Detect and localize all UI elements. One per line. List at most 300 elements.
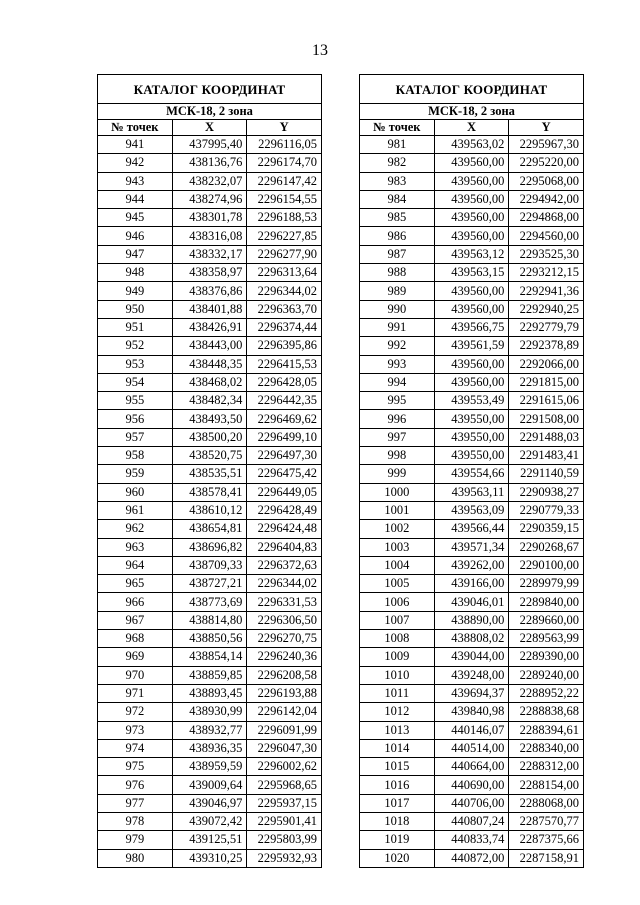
point-number-cell: 945 [98, 209, 173, 227]
point-number-cell: 1001 [360, 501, 435, 519]
point-number-cell: 970 [98, 666, 173, 684]
table-row [98, 355, 322, 373]
y-coordinate-cell: 2292941,36 [509, 282, 584, 300]
y-coordinate-cell: 2295220,00 [509, 154, 584, 172]
table-row [98, 611, 322, 629]
table-row [98, 154, 322, 172]
table-row [360, 758, 584, 776]
y-coordinate-cell: 2290268,67 [509, 538, 584, 556]
x-coordinate-cell: 438493,50 [172, 410, 247, 428]
table-row [360, 373, 584, 391]
y-coordinate-cell: 2291488,03 [509, 428, 584, 446]
point-number-cell: 1009 [360, 648, 435, 666]
table-row [98, 630, 322, 648]
y-coordinate-cell: 2289563,99 [509, 630, 584, 648]
x-coordinate-cell: 437995,40 [172, 136, 247, 154]
table-row [98, 575, 322, 593]
x-coordinate-cell: 438930,99 [172, 703, 247, 721]
table-row [360, 538, 584, 556]
x-coordinate-cell: 438535,51 [172, 465, 247, 483]
point-number-cell: 969 [98, 648, 173, 666]
point-number-cell: 962 [98, 520, 173, 538]
point-number-cell: 999 [360, 465, 435, 483]
y-coordinate-cell: 2292779,79 [509, 318, 584, 336]
y-coordinate-cell: 2289840,00 [509, 593, 584, 611]
y-coordinate-cell: 2296499,10 [247, 428, 322, 446]
y-coordinate-cell: 2288340,00 [509, 739, 584, 757]
x-coordinate-cell: 438332,17 [172, 245, 247, 263]
x-coordinate-cell: 438232,07 [172, 172, 247, 190]
point-number-cell: 954 [98, 373, 173, 391]
point-number-cell: 991 [360, 318, 435, 336]
point-number-cell: 1008 [360, 630, 435, 648]
point-number-cell: 946 [98, 227, 173, 245]
point-number-cell: 955 [98, 392, 173, 410]
x-coordinate-cell: 439563,09 [434, 501, 509, 519]
y-coordinate-cell: 2288838,68 [509, 703, 584, 721]
coordinate-catalog-table-left [97, 74, 322, 868]
point-number-cell: 1004 [360, 556, 435, 574]
point-number-cell: 997 [360, 428, 435, 446]
x-coordinate-cell: 438893,45 [172, 684, 247, 702]
point-number-cell: 944 [98, 190, 173, 208]
point-number-cell: 958 [98, 447, 173, 465]
y-coordinate-cell: 2292940,25 [509, 300, 584, 318]
point-number-cell: 1018 [360, 812, 435, 830]
point-number-cell: 1014 [360, 739, 435, 757]
table-row [360, 318, 584, 336]
x-coordinate-cell: 439560,00 [434, 209, 509, 227]
table-row [360, 593, 584, 611]
y-coordinate-cell: 2296306,50 [247, 611, 322, 629]
point-number-cell: 968 [98, 630, 173, 648]
point-number-cell: 948 [98, 264, 173, 282]
point-number-cell: 1003 [360, 538, 435, 556]
x-coordinate-cell: 438814,80 [172, 611, 247, 629]
x-coordinate-cell: 439310,25 [172, 849, 247, 867]
table-row [98, 392, 322, 410]
x-coordinate-cell: 438578,41 [172, 483, 247, 501]
table-row [98, 300, 322, 318]
x-coordinate-cell: 438500,20 [172, 428, 247, 446]
x-coordinate-cell: 439560,00 [434, 373, 509, 391]
table-row [360, 684, 584, 702]
y-coordinate-cell: 2295932,93 [247, 849, 322, 867]
x-coordinate-cell: 439694,37 [434, 684, 509, 702]
point-number-cell: 943 [98, 172, 173, 190]
x-coordinate-cell: 439560,00 [434, 282, 509, 300]
y-coordinate-cell: 2296091,99 [247, 721, 322, 739]
x-coordinate-cell: 438850,56 [172, 630, 247, 648]
y-coordinate-cell: 2296002,62 [247, 758, 322, 776]
table-row [360, 666, 584, 684]
point-number-cell: 979 [98, 831, 173, 849]
table-row [360, 227, 584, 245]
table-row [360, 190, 584, 208]
y-coordinate-cell: 2289240,00 [509, 666, 584, 684]
point-number-cell: 961 [98, 501, 173, 519]
y-coordinate-cell: 2290100,00 [509, 556, 584, 574]
point-number-cell: 1007 [360, 611, 435, 629]
table-row [360, 483, 584, 501]
y-coordinate-cell: 2296331,53 [247, 593, 322, 611]
y-coordinate-cell: 2296193,88 [247, 684, 322, 702]
table-row [98, 721, 322, 739]
y-coordinate-cell: 2296469,62 [247, 410, 322, 428]
x-coordinate-cell: 439560,00 [434, 154, 509, 172]
x-coordinate-cell: 440833,74 [434, 831, 509, 849]
point-number-cell: 1006 [360, 593, 435, 611]
point-number-cell: 959 [98, 465, 173, 483]
y-coordinate-cell: 2296270,75 [247, 630, 322, 648]
point-number-cell: 971 [98, 684, 173, 702]
y-coordinate-cell: 2296313,64 [247, 264, 322, 282]
x-coordinate-cell: 438727,21 [172, 575, 247, 593]
point-number-cell: 1000 [360, 483, 435, 501]
x-coordinate-cell: 438426,91 [172, 318, 247, 336]
x-coordinate-cell: 438274,96 [172, 190, 247, 208]
y-coordinate-cell: 2296395,86 [247, 337, 322, 355]
x-coordinate-cell: 440807,24 [434, 812, 509, 830]
table-row [98, 318, 322, 336]
table-row [98, 538, 322, 556]
table-row [98, 520, 322, 538]
y-coordinate-cell: 2289390,00 [509, 648, 584, 666]
x-coordinate-cell: 438520,75 [172, 447, 247, 465]
y-coordinate-cell: 2296147,42 [247, 172, 322, 190]
point-number-cell: 1005 [360, 575, 435, 593]
table-row [360, 282, 584, 300]
column-header-y: Y [509, 120, 584, 136]
table-row [360, 849, 584, 867]
x-coordinate-cell: 440514,00 [434, 739, 509, 757]
y-coordinate-cell: 2291483,41 [509, 447, 584, 465]
point-number-cell: 981 [360, 136, 435, 154]
point-number-cell: 942 [98, 154, 173, 172]
table-row [98, 648, 322, 666]
point-number-cell: 983 [360, 172, 435, 190]
y-coordinate-cell: 2291815,00 [509, 373, 584, 391]
y-coordinate-cell: 2296142,04 [247, 703, 322, 721]
table-row [360, 136, 584, 154]
point-number-cell: 1002 [360, 520, 435, 538]
y-coordinate-cell: 2294942,00 [509, 190, 584, 208]
x-coordinate-cell: 438448,35 [172, 355, 247, 373]
y-coordinate-cell: 2293212,15 [509, 264, 584, 282]
y-coordinate-cell: 2291615,06 [509, 392, 584, 410]
point-number-cell: 978 [98, 812, 173, 830]
point-number-cell: 1020 [360, 849, 435, 867]
y-coordinate-cell: 2296428,49 [247, 501, 322, 519]
y-coordinate-cell: 2296442,35 [247, 392, 322, 410]
table-row [98, 684, 322, 702]
x-coordinate-cell: 438773,69 [172, 593, 247, 611]
table-row [98, 245, 322, 263]
coordinate-catalog-table-right [359, 74, 584, 868]
y-coordinate-cell: 2295968,65 [247, 776, 322, 794]
table-row [98, 373, 322, 391]
x-coordinate-cell: 438610,12 [172, 501, 247, 519]
x-coordinate-cell: 439571,34 [434, 538, 509, 556]
point-number-cell: 951 [98, 318, 173, 336]
x-coordinate-cell: 438316,08 [172, 227, 247, 245]
point-number-cell: 985 [360, 209, 435, 227]
point-number-cell: 982 [360, 154, 435, 172]
y-coordinate-cell: 2296344,02 [247, 575, 322, 593]
x-coordinate-cell: 439550,00 [434, 447, 509, 465]
y-coordinate-cell: 2296363,70 [247, 300, 322, 318]
table-row [360, 721, 584, 739]
x-coordinate-cell: 439563,12 [434, 245, 509, 263]
y-coordinate-cell: 2296188,53 [247, 209, 322, 227]
point-number-cell: 1010 [360, 666, 435, 684]
table-row [98, 282, 322, 300]
x-coordinate-cell: 438482,34 [172, 392, 247, 410]
point-number-cell: 963 [98, 538, 173, 556]
x-coordinate-cell: 438859,85 [172, 666, 247, 684]
x-coordinate-cell: 439563,15 [434, 264, 509, 282]
point-number-cell: 987 [360, 245, 435, 263]
x-coordinate-cell: 439840,98 [434, 703, 509, 721]
point-number-cell: 990 [360, 300, 435, 318]
y-coordinate-cell: 2296116,05 [247, 136, 322, 154]
table-row [360, 300, 584, 318]
y-coordinate-cell: 2294868,00 [509, 209, 584, 227]
y-coordinate-cell: 2295803,99 [247, 831, 322, 849]
y-coordinate-cell: 2296154,55 [247, 190, 322, 208]
table-row [98, 831, 322, 849]
table-body [360, 136, 584, 868]
point-number-cell: 1017 [360, 794, 435, 812]
x-coordinate-cell: 440664,00 [434, 758, 509, 776]
point-number-cell: 1015 [360, 758, 435, 776]
x-coordinate-cell: 438932,77 [172, 721, 247, 739]
page-number: 13 [312, 42, 328, 59]
table-row [98, 556, 322, 574]
y-coordinate-cell: 2290938,27 [509, 483, 584, 501]
x-coordinate-cell: 439125,51 [172, 831, 247, 849]
catalog-title: КАТАЛОГ КООРДИНАТ [98, 75, 322, 104]
x-coordinate-cell: 439072,42 [172, 812, 247, 830]
table-row [360, 611, 584, 629]
table-row [360, 154, 584, 172]
table-row [360, 739, 584, 757]
y-coordinate-cell: 2291508,00 [509, 410, 584, 428]
point-number-cell: 949 [98, 282, 173, 300]
x-coordinate-cell: 439560,00 [434, 190, 509, 208]
x-coordinate-cell: 439566,44 [434, 520, 509, 538]
point-number-cell: 989 [360, 282, 435, 300]
point-number-cell: 998 [360, 447, 435, 465]
y-coordinate-cell: 2290359,15 [509, 520, 584, 538]
table-row [98, 190, 322, 208]
x-coordinate-cell: 439009,64 [172, 776, 247, 794]
y-coordinate-cell: 2293525,30 [509, 245, 584, 263]
table-row [98, 172, 322, 190]
point-number-cell: 977 [98, 794, 173, 812]
point-number-cell: 1012 [360, 703, 435, 721]
x-coordinate-cell: 438854,14 [172, 648, 247, 666]
x-coordinate-cell: 438936,35 [172, 739, 247, 757]
y-coordinate-cell: 2296497,30 [247, 447, 322, 465]
y-coordinate-cell: 2295967,30 [509, 136, 584, 154]
point-number-cell: 953 [98, 355, 173, 373]
point-number-cell: 973 [98, 721, 173, 739]
table-row [360, 648, 584, 666]
point-number-cell: 972 [98, 703, 173, 721]
y-coordinate-cell: 2288394,61 [509, 721, 584, 739]
table-row [98, 593, 322, 611]
y-coordinate-cell: 2288068,00 [509, 794, 584, 812]
y-coordinate-cell: 2296047,30 [247, 739, 322, 757]
x-coordinate-cell: 439561,59 [434, 337, 509, 355]
y-coordinate-cell: 2295068,00 [509, 172, 584, 190]
catalog-title: КАТАЛОГ КООРДИНАТ [360, 75, 584, 104]
table-row [98, 703, 322, 721]
point-number-cell: 992 [360, 337, 435, 355]
point-number-cell: 976 [98, 776, 173, 794]
y-coordinate-cell: 2294560,00 [509, 227, 584, 245]
y-coordinate-cell: 2296208,58 [247, 666, 322, 684]
table-row [360, 520, 584, 538]
point-number-cell: 967 [98, 611, 173, 629]
point-number-cell: 980 [98, 849, 173, 867]
point-number-cell: 984 [360, 190, 435, 208]
table-row [98, 209, 322, 227]
x-coordinate-cell: 438136,76 [172, 154, 247, 172]
point-number-cell: 994 [360, 373, 435, 391]
point-number-cell: 965 [98, 575, 173, 593]
point-number-cell: 966 [98, 593, 173, 611]
x-coordinate-cell: 438301,78 [172, 209, 247, 227]
y-coordinate-cell: 2288952,22 [509, 684, 584, 702]
y-coordinate-cell: 2296404,83 [247, 538, 322, 556]
y-coordinate-cell: 2289979,99 [509, 575, 584, 593]
table-row [360, 410, 584, 428]
table-row [98, 447, 322, 465]
y-coordinate-cell: 2287570,77 [509, 812, 584, 830]
x-coordinate-cell: 439563,11 [434, 483, 509, 501]
table-row [98, 428, 322, 446]
y-coordinate-cell: 2287158,91 [509, 849, 584, 867]
x-coordinate-cell: 438696,82 [172, 538, 247, 556]
x-coordinate-cell: 439550,00 [434, 410, 509, 428]
point-number-cell: 957 [98, 428, 173, 446]
point-number-cell: 956 [98, 410, 173, 428]
x-coordinate-cell: 439248,00 [434, 666, 509, 684]
x-coordinate-cell: 439560,00 [434, 172, 509, 190]
y-coordinate-cell: 2287375,66 [509, 831, 584, 849]
y-coordinate-cell: 2296277,90 [247, 245, 322, 263]
point-number-cell: 952 [98, 337, 173, 355]
y-coordinate-cell: 2296428,05 [247, 373, 322, 391]
table-row [360, 776, 584, 794]
table-row [360, 209, 584, 227]
column-header-x: X [434, 120, 509, 136]
table-row [360, 465, 584, 483]
point-number-cell: 1011 [360, 684, 435, 702]
x-coordinate-cell: 439046,01 [434, 593, 509, 611]
x-coordinate-cell: 438443,00 [172, 337, 247, 355]
y-coordinate-cell: 2296475,42 [247, 465, 322, 483]
table-row [360, 703, 584, 721]
x-coordinate-cell: 439566,75 [434, 318, 509, 336]
x-coordinate-cell: 440872,00 [434, 849, 509, 867]
table-body [98, 136, 322, 868]
table-row [360, 447, 584, 465]
point-number-cell: 964 [98, 556, 173, 574]
table-row [360, 556, 584, 574]
coordinate-system-label: МСК-18, 2 зона [98, 104, 322, 120]
table-row [360, 428, 584, 446]
table-row [98, 410, 322, 428]
y-coordinate-cell: 2291140,59 [509, 465, 584, 483]
x-coordinate-cell: 439553,49 [434, 392, 509, 410]
point-number-cell: 960 [98, 483, 173, 501]
column-header-x: X [172, 120, 247, 136]
point-number-cell: 996 [360, 410, 435, 428]
table-row [360, 794, 584, 812]
point-number-cell: 988 [360, 264, 435, 282]
table-row [360, 392, 584, 410]
table-row [98, 794, 322, 812]
x-coordinate-cell: 438654,81 [172, 520, 247, 538]
table-row [360, 831, 584, 849]
y-coordinate-cell: 2295901,41 [247, 812, 322, 830]
table-row [360, 630, 584, 648]
y-coordinate-cell: 2296372,63 [247, 556, 322, 574]
table-row [98, 227, 322, 245]
point-number-cell: 1019 [360, 831, 435, 849]
table-row [98, 337, 322, 355]
y-coordinate-cell: 2292378,89 [509, 337, 584, 355]
table-row [360, 264, 584, 282]
x-coordinate-cell: 439560,00 [434, 355, 509, 373]
table-row [98, 812, 322, 830]
coordinate-system-label: МСК-18, 2 зона [360, 104, 584, 120]
table-row [98, 758, 322, 776]
x-coordinate-cell: 439560,00 [434, 227, 509, 245]
x-coordinate-cell: 438358,97 [172, 264, 247, 282]
point-number-cell: 947 [98, 245, 173, 263]
x-coordinate-cell: 438808,02 [434, 630, 509, 648]
table-row [360, 337, 584, 355]
table-row [98, 264, 322, 282]
y-coordinate-cell: 2289660,00 [509, 611, 584, 629]
x-coordinate-cell: 439044,00 [434, 648, 509, 666]
y-coordinate-cell: 2296449,05 [247, 483, 322, 501]
point-number-cell: 974 [98, 739, 173, 757]
x-coordinate-cell: 438959,59 [172, 758, 247, 776]
x-coordinate-cell: 438709,33 [172, 556, 247, 574]
point-number-cell: 1013 [360, 721, 435, 739]
table-row [360, 501, 584, 519]
table-row [360, 172, 584, 190]
x-coordinate-cell: 440690,00 [434, 776, 509, 794]
x-coordinate-cell: 438890,00 [434, 611, 509, 629]
point-number-cell: 1016 [360, 776, 435, 794]
x-coordinate-cell: 439560,00 [434, 300, 509, 318]
table-row [98, 136, 322, 154]
table-row [98, 666, 322, 684]
point-number-cell: 995 [360, 392, 435, 410]
table-row [98, 739, 322, 757]
y-coordinate-cell: 2296240,36 [247, 648, 322, 666]
x-coordinate-cell: 438468,02 [172, 373, 247, 391]
table-row [98, 483, 322, 501]
column-header-y: Y [247, 120, 322, 136]
y-coordinate-cell: 2296227,85 [247, 227, 322, 245]
